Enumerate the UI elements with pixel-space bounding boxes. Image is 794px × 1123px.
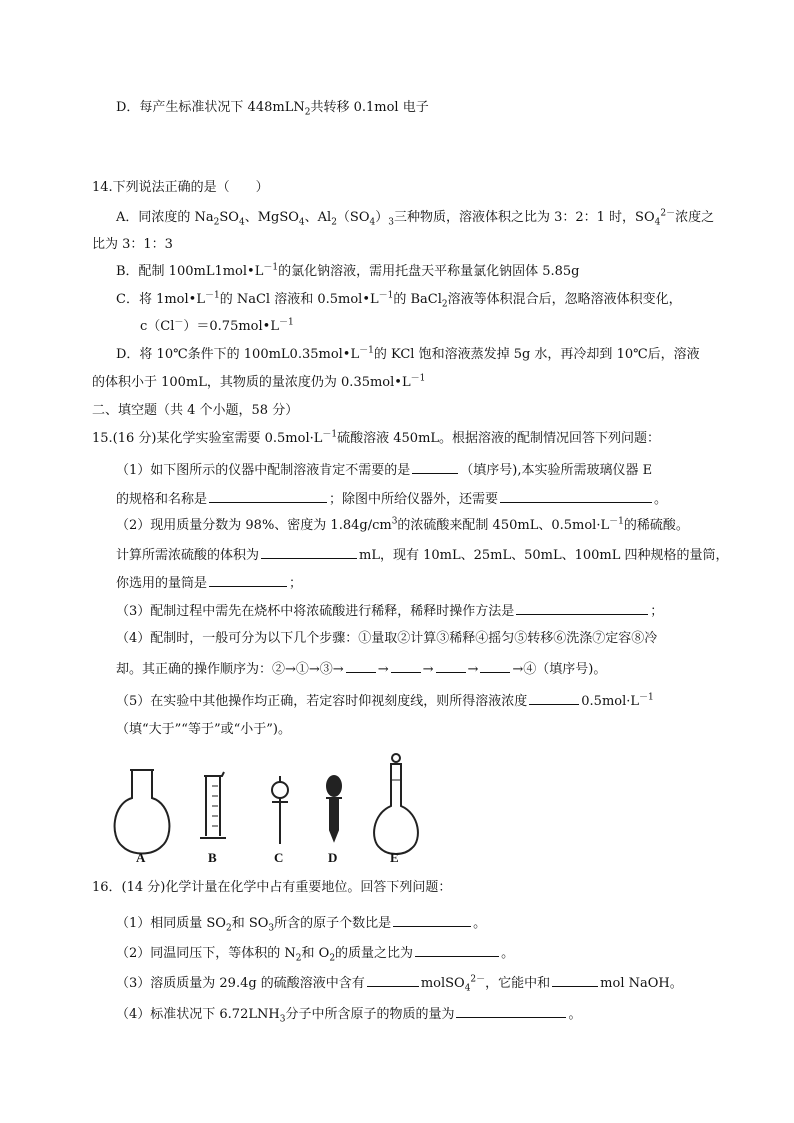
answer-blank[interactable] (552, 972, 598, 987)
q14-option-c-line2: $c(Cl^-)=0.75mol•L^{-1}$ (140, 317, 294, 334)
lab-instruments-figure (108, 752, 428, 868)
q15-part4: （4）配制时，一般可分为以下几个步骤：①量取②计算③稀释④摇匀⑤转移⑥洗涤⑦定容⑧冷 (116, 631, 658, 646)
figure-label-e: E (390, 850, 399, 865)
volumetric-flask-icon (374, 754, 418, 854)
q14-option-b: B．配制 $100mL1mol•L^{-1}$的氯化钠溶液，需用托盘天平称量氯化钠固体 5.85g (116, 262, 580, 279)
q16-part4: （4）标准状况下 $6.72LNH_3$分子中所含原子的物质的量为 。 (116, 1003, 581, 1025)
figure-label-a: A (136, 850, 146, 865)
graduated-cylinder-icon (200, 772, 226, 838)
answer-blank[interactable] (480, 658, 510, 673)
q14-option-a-line2: 比为 3：1：3 (92, 237, 173, 252)
q15-part2: （2）现用质量分数为 98%、密度为 $1.84g/cm^3$的浓硫酸来配制 450mL、$0.5mol\cdot L^{-1}$的稀硫酸。 (116, 516, 689, 533)
q15-stem: 15.(16 分)某化学实验室需要 $0.5mol\cdot L^{-1}$硫酸溶液 450mL。根据溶液的配制情况回答下列问题： (92, 429, 661, 446)
figure-labels (108, 850, 428, 868)
q15-part4-line2: 却。其正确的操作顺序为：②→①→③→ → → → →④（填序号)。 (116, 658, 606, 680)
answer-blank[interactable] (529, 690, 579, 705)
q15-part5: （5）在实验中其他操作均正确，若定容时仰视刻度线，则所得溶液浓度 $0.5mol\cdot L^{-1}$ (116, 690, 654, 712)
q15-part3: （3）配制过程中需先在烧杯中将浓硫酸进行稀释，稀释时操作方法是 ； (116, 600, 663, 622)
round-bottom-flask-icon (115, 770, 170, 854)
answer-blank[interactable] (412, 459, 458, 474)
q14-option-c: C．将 $1mol•L^{-1}$的 NaCl 溶液和 $0.5mol•L^{-1}$的 BaCl$_2$溶液等体积混合后，忽略溶液体积变化， (116, 290, 682, 310)
figure-label-b: B (208, 850, 217, 865)
q15-part5-line2: （填“大于”“等于”或“小于”)。 (116, 722, 291, 737)
q16-part1: （1）相同质量 $SO_2$和 $SO_3$所含的原子个数比是 。 (116, 912, 486, 934)
answer-blank[interactable] (516, 600, 648, 615)
answer-blank[interactable] (415, 942, 499, 957)
answer-blank[interactable] (391, 658, 421, 673)
q14-option-a: A．同浓度的 $Na_2SO_4$、MgSO$_4$、$Al_2(SO_4)_3$三种物质，溶液体积之比为 3：2：1 时，$SO_4^{2-}$浓度之 (116, 208, 715, 228)
answer-blank[interactable] (261, 544, 357, 559)
q14-option-d: D．将 10℃条件下的 $100mL0.35mol•L^{-1}$的 KCl 饱和溶液蒸发掉 5g 水，再冷却到 10℃后，溶液 (116, 345, 700, 362)
answer-blank[interactable] (209, 572, 287, 587)
figure-label-d: D (328, 850, 338, 865)
q14-stem: 14.下列说法正确的是（ ） (92, 180, 269, 195)
section-heading: 二、填空题（共 4 个小题，58 分） (92, 403, 299, 418)
answer-blank[interactable] (456, 1003, 566, 1018)
answer-blank[interactable] (209, 488, 327, 503)
q16-stem: 16．(14 分)化学计量在化学中占有重要地位。回答下列问题： (92, 880, 452, 895)
answer-blank[interactable] (436, 658, 466, 673)
dropper-icon (326, 776, 342, 840)
q14-option-d-line2: 的体积小于 100mL，其物质的量浓度仍为 $0.35mol•L^{-1}$ (92, 373, 426, 390)
answer-blank[interactable] (367, 972, 419, 987)
q15-part2-line2: 计算所需浓硫酸的体积为 mL，现有 10mL、25mL、50mL、100mL 四种规格的量筒， (116, 544, 729, 566)
separatory-funnel-icon (272, 776, 288, 844)
q15-part1-line2: 的规格和名称是 ；除图中所给仪器外，还需要 。 (116, 488, 667, 510)
q15-part1: （1）如下图所示的仪器中配制溶液肯定不需要的是 （填序号),本实验所需玻璃仪器 E (116, 459, 652, 481)
answer-blank[interactable] (500, 488, 652, 503)
q15-part2-line3: 你选用的量筒是 ； (116, 572, 302, 594)
answer-blank[interactable] (393, 912, 471, 927)
q16-part2: （2）同温同压下，等体积的 $N_2$和 $O_2$的质量之比为 。 (116, 942, 514, 964)
q13-option-d: D．每产生标准状况下 448mLN$_2$共转移 0.1mol 电子 (116, 100, 429, 118)
q16-part3: （3）溶质质量为 29.4g 的硫酸溶液中含有 molSO$_4^{2-}$，它能中和 mol NaOH。 (116, 972, 683, 994)
answer-blank[interactable] (346, 658, 376, 673)
figure-label-c: C (274, 850, 284, 865)
